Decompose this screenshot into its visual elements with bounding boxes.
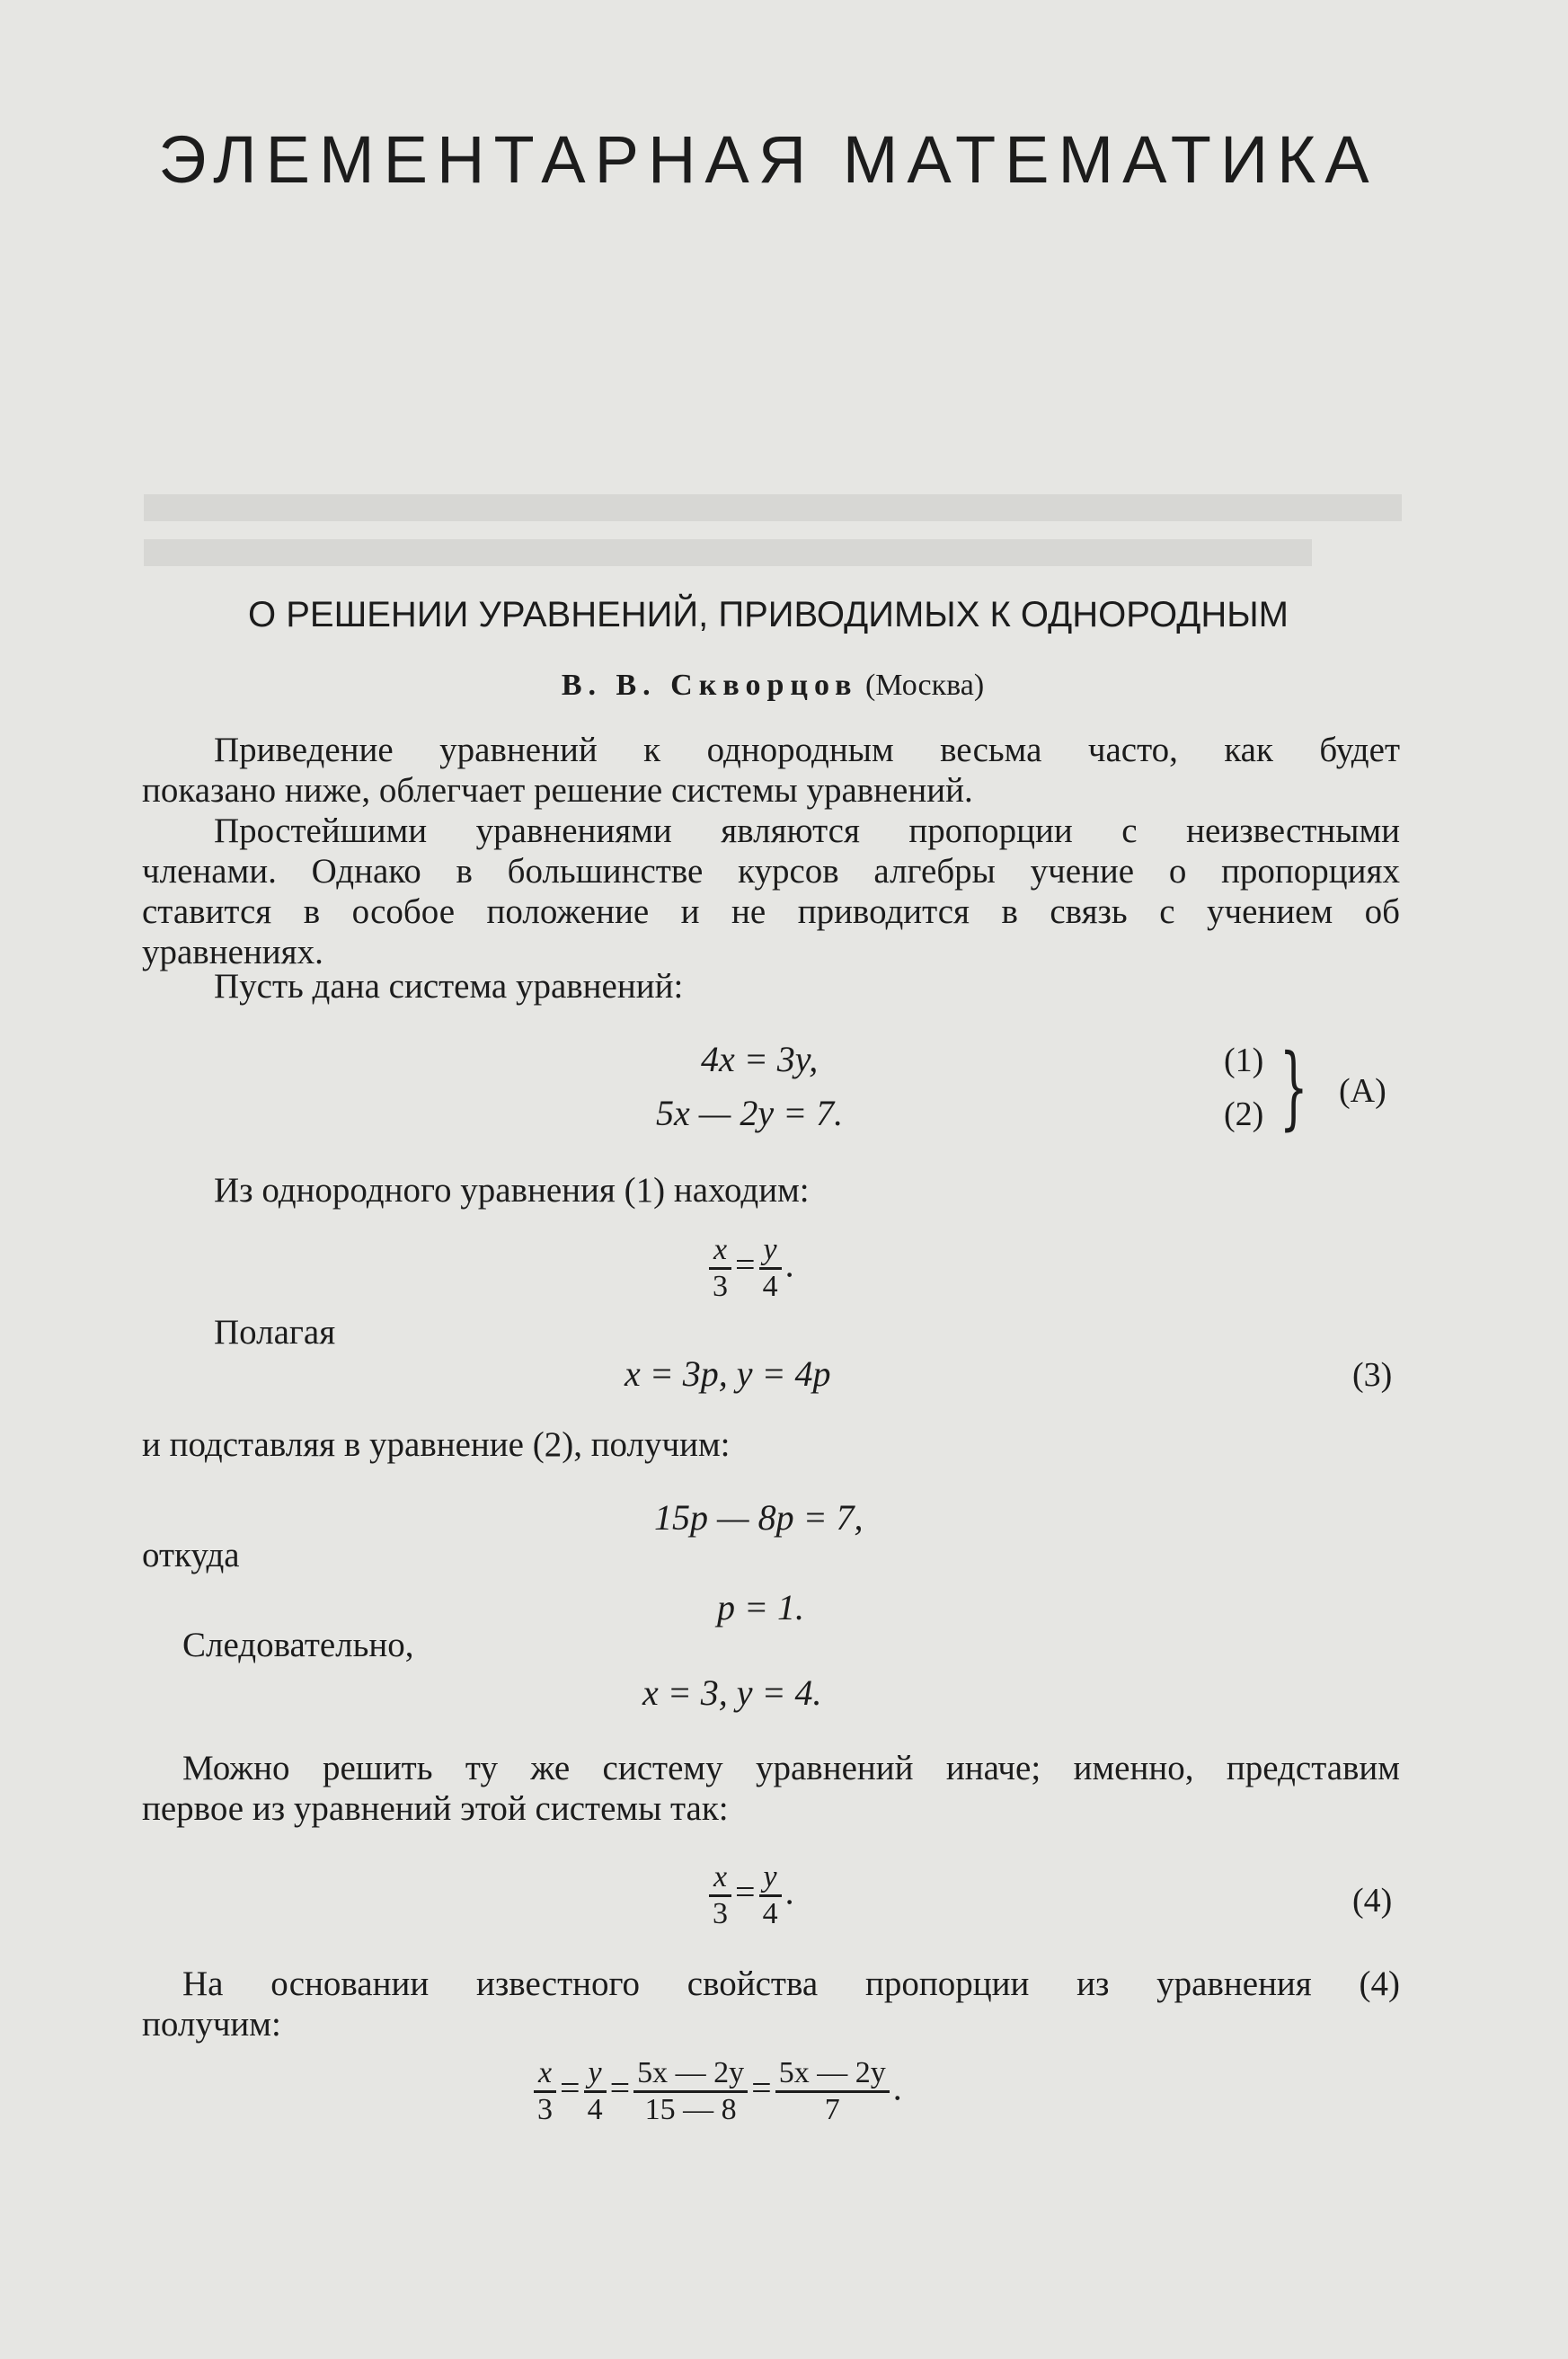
equals-sign: = [560, 2067, 580, 2108]
text-line: ставится в особое положение и не приводится в связь с учением об [142, 892, 1400, 931]
period: . [784, 1871, 794, 1912]
equation-p: p = 1. [717, 1587, 804, 1627]
text-line: откуда [142, 1536, 240, 1574]
property-equation [530, 2056, 902, 2127]
equals-sign: = [751, 2067, 772, 2108]
proportion-equation [705, 1233, 794, 1304]
denominator: 4 [587, 2093, 603, 2126]
journal-section-title: ЭЛЕМЕНТАРНАЯ МАТЕМАТИКА [158, 122, 1378, 197]
numerator: y [759, 1233, 782, 1270]
numerator: y [759, 1860, 782, 1897]
denominator: 4 [762, 1897, 778, 1930]
text-line: показано ниже, облегчает решение системы уравнений. [142, 771, 973, 810]
equation-15p: 15p — 8p = 7, [654, 1497, 864, 1538]
paragraph-5 [142, 1312, 1400, 1352]
bleed-through-smudge [144, 485, 1402, 584]
text-line: Из однородного уравнения (1) находим: [214, 1171, 810, 1210]
denominator: 3 [713, 1897, 728, 1930]
system-label: (A) [1339, 1072, 1386, 1110]
numerator: 5x — 2y [775, 2056, 890, 2093]
numerator: y [584, 2056, 607, 2093]
period: . [892, 2067, 902, 2108]
equals-sign: = [735, 1244, 756, 1285]
equals-sign: = [735, 1871, 756, 1912]
proportion-equation-4 [705, 1860, 794, 1931]
equation-number-1: (1) [1224, 1042, 1264, 1079]
fraction [709, 1233, 731, 1304]
text-line: Пусть дана система уравнений: [214, 967, 684, 1006]
fraction [633, 2056, 748, 2127]
equation-2: 5x — 2y = 7. [656, 1093, 844, 1133]
equation-number-4: (4) [1352, 1882, 1393, 1920]
paragraph-4 [142, 1170, 1400, 1211]
numerator: x [709, 1860, 731, 1897]
equation-1: 4x = 3y, [701, 1039, 819, 1079]
author-city: (Москва) [864, 669, 985, 702]
paragraph-8 [142, 1625, 1400, 1665]
paragraph-6 [142, 1424, 1400, 1465]
fraction [775, 2056, 890, 2127]
equation-result: x = 3, y = 4. [642, 1672, 822, 1713]
denominator: 3 [537, 2093, 553, 2126]
numerator: x [709, 1233, 731, 1270]
equation-number-2: (2) [1224, 1095, 1264, 1133]
text-line: и подставляя в уравнение (2), получим: [142, 1425, 731, 1464]
article-title: О РЕШЕНИИ УРАВНЕНИЙ, ПРИВОДИМЫХ К ОДНОРОДНЫМ [248, 595, 1289, 634]
denominator: 4 [762, 1270, 778, 1303]
fraction [534, 2056, 556, 2127]
fraction [759, 1860, 782, 1931]
fraction [584, 2056, 607, 2127]
numerator: 5x — 2y [633, 2056, 748, 2093]
paragraph-10 [142, 1964, 1400, 2044]
period: . [784, 1244, 794, 1285]
paragraph-9 [142, 1748, 1400, 1829]
paragraph-2 [142, 811, 1400, 972]
text-line: членами. Однако в большинстве курсов алгебры учение о пропорциях [142, 852, 1400, 891]
denominator: 3 [713, 1270, 728, 1303]
paragraph-7 [142, 1535, 1400, 1575]
text-line: Приведение уравнений к однородным весьма часто, как будет [214, 731, 1400, 769]
fraction [709, 1860, 731, 1931]
text-line: получим: [142, 2005, 281, 2044]
text-line: первое из уравнений этой системы так: [142, 1789, 729, 1828]
denominator: 15 — 8 [644, 2093, 737, 2126]
text-line: Простейшими уравнениями являются пропорции с неизвестными [214, 811, 1400, 850]
text-line: На основании известного свойства пропорции из уравнения (4) [182, 1964, 1400, 2003]
text-line: Полагая [214, 1313, 336, 1352]
equals-sign: = [609, 2067, 631, 2108]
text-line: Следовательно, [182, 1626, 414, 1664]
numerator: x [534, 2056, 556, 2093]
equation-number-3: (3) [1352, 1356, 1393, 1394]
substitution-equation: x = 3p, y = 4p [625, 1353, 831, 1394]
fraction [759, 1233, 782, 1304]
system-brace: } [1279, 1034, 1308, 1140]
denominator: 7 [824, 2093, 840, 2126]
paragraph-3 [142, 966, 1400, 1007]
author-name: В. В. Скворцов [561, 669, 858, 702]
text-line: уравнениях. [142, 933, 323, 971]
paragraph-1 [142, 730, 1400, 811]
text-line: Можно решить ту же систему уравнений иначе; именно, представим [182, 1749, 1400, 1787]
author-line [135, 669, 1411, 703]
